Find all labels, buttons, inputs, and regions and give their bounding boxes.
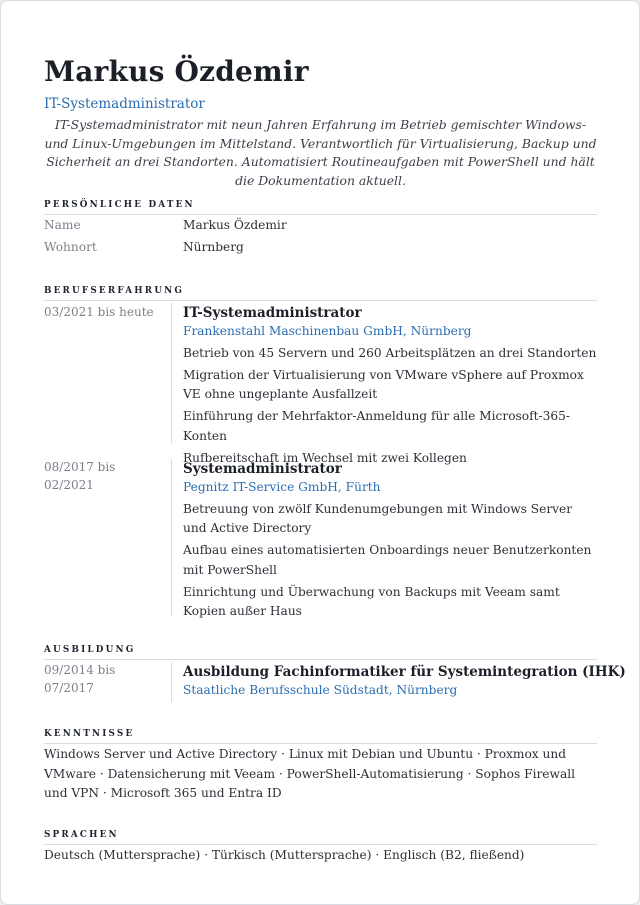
experience-bullet-list: [183, 344, 597, 469]
experience-date: 03/2021 bis heute: [44, 305, 154, 319]
section-heading-skills: KENNTNISSE: [44, 729, 135, 739]
languages-list: Deutsch (Muttersprache) · Türkisch (Muttersprache) · Englisch (B2, fließend): [44, 848, 525, 862]
list-item: Migration der Virtualisierung von VMware vSphere auf Proxmox VE ohne ungeplante Ausfallzeit: [183, 367, 584, 401]
list-item: Betrieb von 45 Servern und 260 Arbeitsplätzen an drei Standorten: [183, 345, 597, 360]
personal-residence-label: Wohnort: [44, 240, 97, 254]
experience-date: 08/2017 bis 02/2021: [44, 460, 116, 492]
section-divider: [44, 300, 597, 301]
candidate-name: Markus Özdemir: [44, 55, 309, 88]
list-item: Einrichtung und Überwachung von Backups mit Veeam samt Kopien außer Haus: [183, 584, 560, 618]
personal-name-label: Name: [44, 218, 81, 232]
list-item: Einführung der Mehrfaktor-Anmeldung für alle Microsoft-365-Konten: [183, 409, 571, 443]
skills-list: Windows Server und Active Directory · Linux mit Debian und Ubuntu · Proxmox und VMware · Datensicherung mit Veeam · PowerShell-Automatisierung · Sophos Firewall und VPN · Microsoft 365 und Entra ID: [44, 747, 575, 800]
timeline-bar: [171, 662, 172, 702]
section-divider: [44, 214, 597, 215]
experience-employer: Pegnitz IT-Service GmbH, Fürth: [183, 480, 381, 494]
section-heading-experience: BERUFSERFAHRUNG: [44, 286, 185, 296]
list-item: Aufbau eines automatisierten Onboardings neuer Benutzerkonten mit PowerShell: [183, 543, 592, 577]
experience-entry: [183, 460, 597, 622]
experience-bullet-list: [183, 500, 597, 622]
experience-title: Systemadministrator: [183, 461, 342, 477]
section-heading-education: AUSBILDUNG: [44, 645, 136, 655]
timeline-bar: [171, 459, 172, 616]
experience-employer: Frankenstahl Maschinenbau GmbH, Nürnberg: [183, 324, 472, 338]
education-title: Ausbildung Fachinformatiker für Systemintegration (IHK): [183, 664, 626, 680]
section-heading-personal: PERSÖNLICHE DATEN: [44, 200, 195, 210]
education-entry: [183, 663, 626, 700]
section-divider: [44, 743, 597, 744]
list-item: Rufbereitschaft im Wechsel mit zwei Kollegen: [183, 450, 467, 465]
timeline-bar: [171, 303, 172, 444]
list-item: Betreuung von zwölf Kundenumgebungen mit Windows Server und Active Directory: [183, 501, 573, 535]
experience-entry: [183, 304, 597, 468]
personal-residence-value: Nürnberg: [183, 240, 244, 254]
section-heading-languages: SPRACHEN: [44, 830, 119, 840]
personal-name-value: Markus Özdemir: [183, 218, 287, 232]
profile-summary: IT-Systemadministrator mit neun Jahren Erfahrung im Betrieb gemischter Windows- und Linux-Umgebungen im Mittelstand. Verantwortlich für Virtualisierung, Backup und Sicherheit an drei Standorten. Automatisiert Routineaufgaben mit PowerShell und hält die Dokumentation aktuell.: [44, 117, 597, 188]
section-divider: [44, 844, 597, 845]
education-institution: Staatliche Berufsschule Südstadt, Nürnberg: [183, 683, 458, 697]
experience-title: IT-Systemadministrator: [183, 305, 362, 321]
section-divider: [44, 659, 597, 660]
education-date: 09/2014 bis 07/2017: [44, 663, 116, 695]
candidate-title: IT-Systemadministrator: [44, 96, 205, 112]
